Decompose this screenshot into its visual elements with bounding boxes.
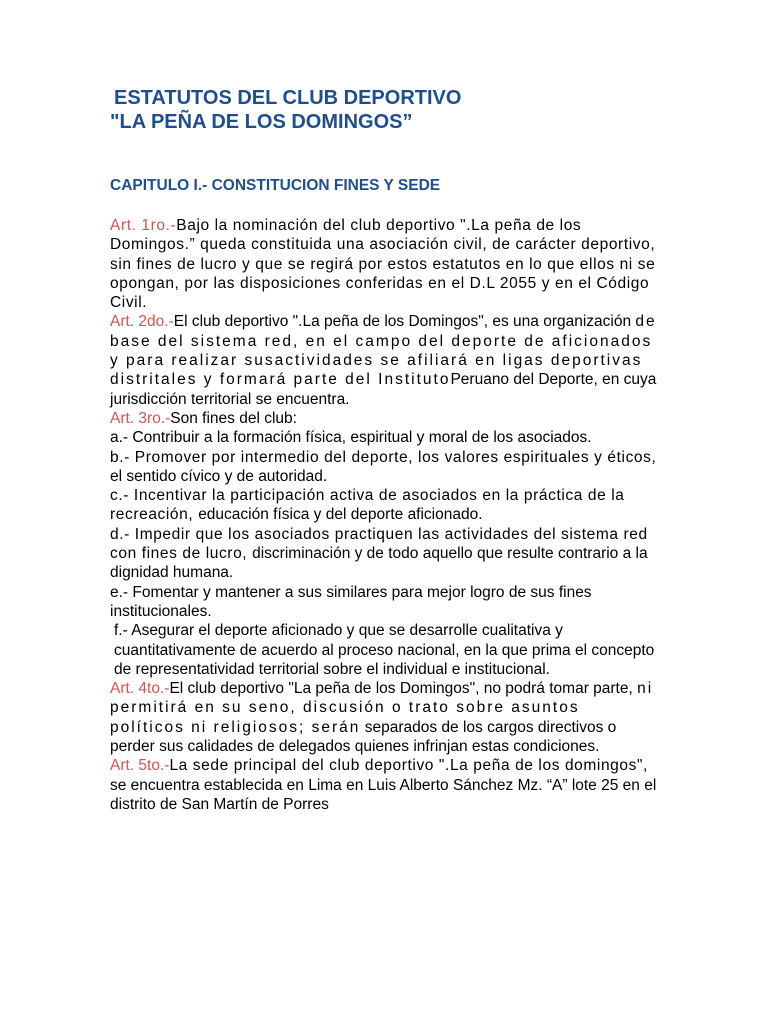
article-4-text-3: separados de los cargos directivos o perder sus calidades de delegados quienes infrinjan estas condiciones.: [110, 718, 617, 756]
document-body: [110, 216, 660, 814]
article-1-label: Art. 1ro.-: [110, 217, 177, 234]
article-3: [110, 409, 660, 428]
article-1: [110, 216, 660, 312]
list-item-f: f.- Asegurar el deporte aficionado y que se desarrolle cualitativa y cuantitativamente de acuerdo al proceso nacional, en la que prima el concepto de representatividad territorial sobre el individual e institucional.: [114, 622, 655, 678]
chapter-heading: CAPITULO I.- CONSTITUCION FINES Y SEDE: [110, 177, 441, 194]
list-item-b-text-1: b.- Promover por intermedio del deporte, los valores espirituales y éticos,: [110, 448, 657, 466]
article-5-text-1: La sede principal del club deportivo ".La peña de los domingos",: [169, 757, 648, 775]
article-2-label: Art. 2do.-: [110, 313, 174, 331]
article-4: [110, 679, 660, 756]
article-1-text: Bajo la nominación del club deportivo ".La peña de los Domingos.” queda constituida una asociación civil, de carácter deportivo, sin fines de lucro y que se regirá por estos estatutos en lo que ellos ni se opongan, por las disposiciones conferidas en el D.L 2055 y en el Código Civil.: [110, 217, 656, 312]
list-item-a: a.- Contribuir a la formación física, espiritual y moral de los asociados.: [110, 429, 592, 447]
document-title: [110, 86, 660, 134]
article-4-label: Art. 4to.-: [110, 680, 170, 698]
title-line-1: ESTATUTOS DEL CLUB DEPORTIVO: [114, 87, 462, 109]
article-5: [110, 756, 660, 814]
list-item-c: [110, 486, 660, 525]
list-item-b: [110, 448, 660, 487]
document-page: [110, 86, 660, 814]
list-item-c-text-2: educación física y del deporte aficionado.: [198, 506, 483, 524]
article-2: [110, 312, 660, 408]
list-item-d-text-1: d.- Impedir que los asociados practiquen las actividades del sistema red con fines de lucro,: [110, 525, 648, 563]
article-2-text-3: Peruano del Deporte, en cuya jurisdicción territorial se encuentra.: [110, 371, 657, 408]
title-line-2: "LA PEÑA DE LOS DOMINGOS”: [110, 111, 413, 133]
article-2-text-1: El club deportivo ".La peña de los Domingos", es una organización: [173, 313, 636, 331]
article-3-label: Art. 3ro.-: [110, 409, 171, 427]
list-item-e: e.- Fomentar y mantener a sus similares para mejor logro de sus fines institucionales.: [110, 583, 592, 620]
list-item-c-text-1: c.- Incentivar la participación activa de asociados en la práctica de la recreación,: [110, 487, 625, 524]
article-2-text-2: de base del sistema red, en el campo del deporte de aficionados y para realizar susactividades se afiliará en ligas deportivas distritales y formará parte del Instituto: [110, 313, 657, 389]
list-item-b-text-2: el sentido cívico y de autoridad.: [110, 467, 328, 485]
article-5-label: Art. 5to.-: [110, 757, 170, 775]
article-3-text: Son fines del club:: [170, 409, 297, 427]
list-item-d: [110, 525, 660, 583]
list-item-d-text-2: discriminación y de todo aquello que resulte contrario a la dignidad humana.: [110, 545, 648, 582]
article-4-text-2: ni permitirá en su seno, discusión o trato sobre asuntos políticos ni religiosos; serán: [110, 680, 654, 736]
article-5-text-2: se encuentra establecida en Lima en Luis Alberto Sánchez Mz. “A” lote 25 en el distrito de San Martín de Porres: [110, 776, 657, 813]
article-4-text-1: El club deportivo "La peña de los Domingos", no podrá tomar parte,: [169, 680, 638, 698]
